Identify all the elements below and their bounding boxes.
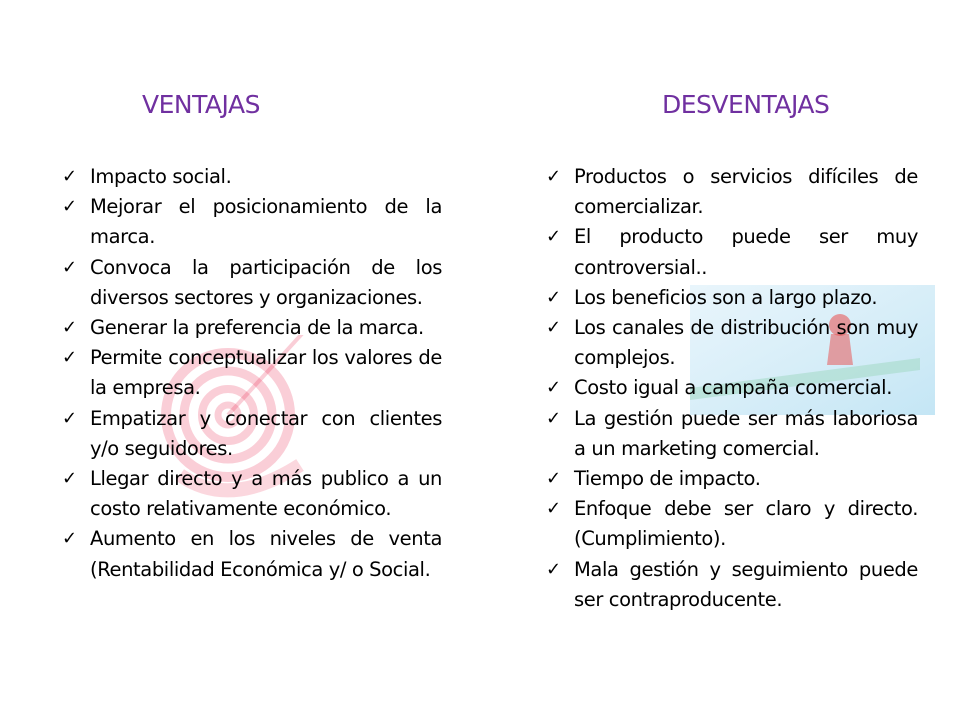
- check-icon: ✓: [546, 226, 561, 248]
- check-icon: ✓: [546, 377, 561, 399]
- ventajas-list: [62, 162, 442, 585]
- check-icon: ✓: [62, 528, 77, 550]
- check-icon: ✓: [62, 166, 77, 187]
- check-icon: ✓: [546, 558, 561, 580]
- list-item: [546, 222, 918, 282]
- list-item: [62, 464, 442, 524]
- item-text: Generar la preferencia de la marca.: [90, 316, 424, 340]
- list-item: [546, 313, 918, 373]
- item-text: Enfoque debe ser claro y directo. (Cumplimiento).: [574, 497, 918, 551]
- item-text: Mala gestión y seguimiento puede ser contraproducente.: [574, 557, 918, 611]
- item-text: Empatizar y conectar con clientes y/o seguidores.: [90, 406, 442, 460]
- item-text: Costo igual a campaña comercial.: [574, 376, 892, 400]
- item-text: Aumento en los niveles de venta (Rentabilidad Económica y/ o Social.: [90, 527, 442, 581]
- list-item: [62, 253, 442, 313]
- check-icon: ✓: [62, 256, 77, 278]
- check-icon: ✓: [62, 196, 77, 218]
- item-text: Permite conceptualizar los valores de la empresa.: [90, 346, 442, 400]
- check-icon: ✓: [62, 317, 77, 339]
- list-item: [546, 555, 918, 615]
- check-icon: ✓: [546, 407, 561, 429]
- item-text: Los canales de distribución son muy complejos.: [574, 316, 918, 370]
- item-text: Los beneficios son a largo plazo.: [574, 285, 878, 309]
- item-text: Impacto social.: [90, 165, 232, 188]
- item-text: La gestión puede ser más laboriosa a un marketing comercial.: [574, 406, 918, 460]
- check-icon: ✓: [546, 166, 561, 187]
- list-item: [62, 343, 442, 403]
- list-item: [62, 404, 442, 464]
- list-item: [62, 313, 442, 343]
- item-text: Mejorar el posicionamiento de la marca.: [90, 195, 442, 249]
- check-icon: ✓: [546, 286, 561, 308]
- desventajas-list: [546, 162, 918, 615]
- list-item: [546, 162, 918, 222]
- item-text: El producto puede ser muy controversial..: [574, 225, 918, 279]
- list-item: [546, 494, 918, 554]
- check-icon: ✓: [546, 317, 561, 339]
- item-text: Llegar directo y a más publico a un costo relativamente económico.: [90, 467, 442, 521]
- item-text: Tiempo de impacto.: [574, 467, 761, 491]
- list-item: [546, 373, 918, 403]
- list-item: [546, 404, 918, 464]
- list-item: [546, 464, 918, 494]
- check-icon: ✓: [62, 407, 77, 429]
- list-item: [62, 192, 442, 252]
- ventajas-heading: VENTAJAS: [142, 90, 260, 119]
- check-icon: ✓: [62, 468, 77, 490]
- desventajas-heading: DESVENTAJAS: [662, 90, 830, 119]
- item-text: Productos o servicios difíciles de comercializar.: [574, 165, 918, 219]
- list-item: [62, 162, 442, 192]
- list-item: [546, 283, 918, 313]
- check-icon: ✓: [546, 468, 561, 490]
- list-item: [62, 524, 442, 584]
- check-icon: ✓: [62, 347, 77, 369]
- item-text: Convoca la participación de los diversos sectores y organizaciones.: [90, 255, 442, 309]
- check-icon: ✓: [546, 498, 561, 520]
